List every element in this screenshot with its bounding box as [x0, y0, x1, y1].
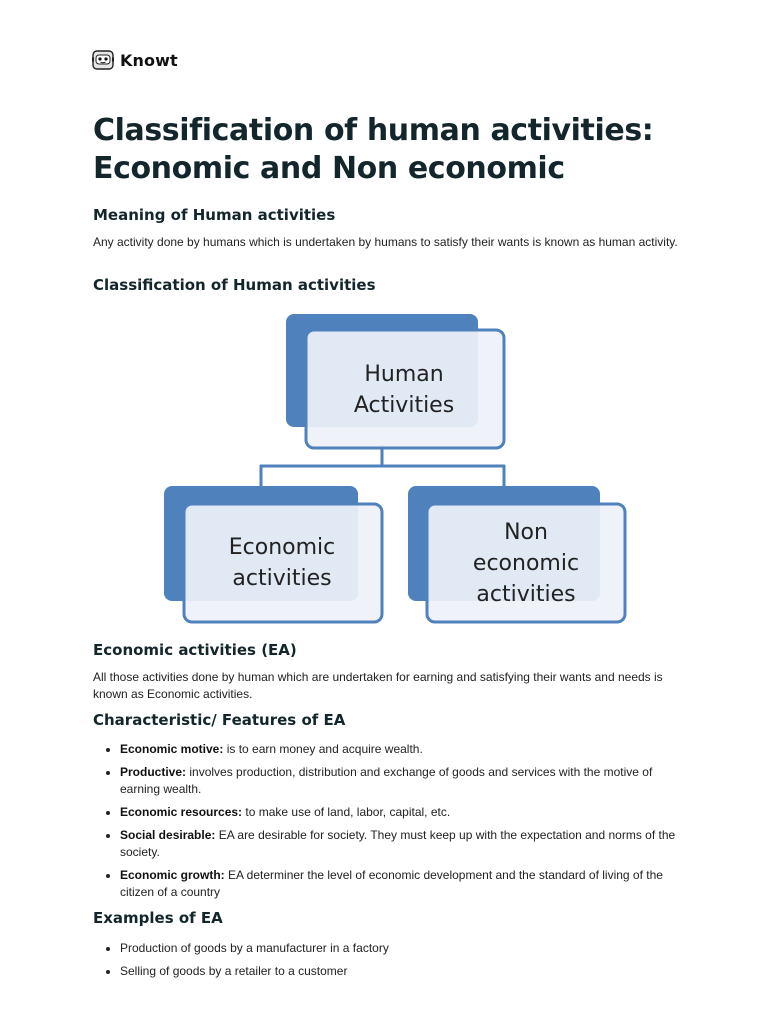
feature-term: Social desirable:: [120, 828, 216, 842]
list-item: [120, 804, 680, 821]
feature-desc: involves production, distribution and exchange of goods and services with the motive of earning wealth.: [120, 765, 653, 796]
meaning-text: Any activity done by humans which is undertaken by humans to satisfy their wants is known as human activity.: [93, 235, 678, 249]
node-label-line: activities: [476, 582, 576, 607]
node-label-line: Human: [364, 362, 444, 387]
feature-desc: EA determiner the level of economic development and the standard of living of the citizen of a country: [120, 868, 663, 899]
classification-diagram: [160, 310, 635, 630]
feature-term: Productive:: [120, 765, 187, 779]
list-item: [120, 827, 680, 861]
heading-features: Characteristic/ Features of EA: [93, 711, 346, 729]
list-item: [120, 741, 680, 758]
feature-desc: EA are desirable for society. They must keep up with the expectation and norms of the society.: [120, 828, 676, 859]
heading-classification: Classification of Human activities: [93, 276, 376, 294]
list-item: • Production of goods by a manufacturer in a factory: [120, 940, 680, 957]
features-list: [93, 741, 680, 907]
diagram-connectors: [260, 445, 505, 486]
heading-economic-activities: Economic activities (EA): [93, 641, 297, 659]
node-label-line: economic: [472, 551, 580, 576]
node-box: [184, 504, 382, 622]
feature-term: Economic growth:: [120, 868, 225, 882]
node-label-line: Economic: [228, 535, 336, 560]
node-box: [306, 330, 504, 448]
economic-activities-text: All those activities done by human which are undertaken for earning and satisfying their wants and needs is known as Economic activities.: [93, 670, 663, 701]
heading-examples: Examples of EA: [93, 909, 223, 927]
node-label-line: activities: [232, 566, 332, 591]
node-non-economic-activities: [408, 486, 625, 622]
heading-meaning: Meaning of Human activities: [93, 206, 336, 224]
list-item: [120, 764, 680, 798]
page-title: Classification of human activities: Economic and Non economic: [93, 113, 654, 186]
examples-list: [93, 940, 680, 986]
feature-term: Economic resources:: [120, 805, 243, 819]
node-human-activities: [286, 314, 504, 448]
node-economic-activities: [164, 486, 382, 622]
brand-name: Knowt: [120, 50, 178, 70]
node-label-line: Activities: [353, 393, 455, 418]
feature-desc: is to earn money and acquire wealth.: [223, 742, 423, 756]
list-item: • Selling of goods by a retailer to a customer: [120, 963, 680, 980]
list-item: [120, 867, 680, 901]
feature-desc: to make use of land, labor, capital, etc.: [242, 805, 451, 819]
brand[interactable]: [92, 48, 178, 72]
knowt-robot-icon: [92, 49, 114, 71]
node-label-line: Non: [504, 520, 548, 545]
feature-term: Economic motive:: [120, 742, 224, 756]
